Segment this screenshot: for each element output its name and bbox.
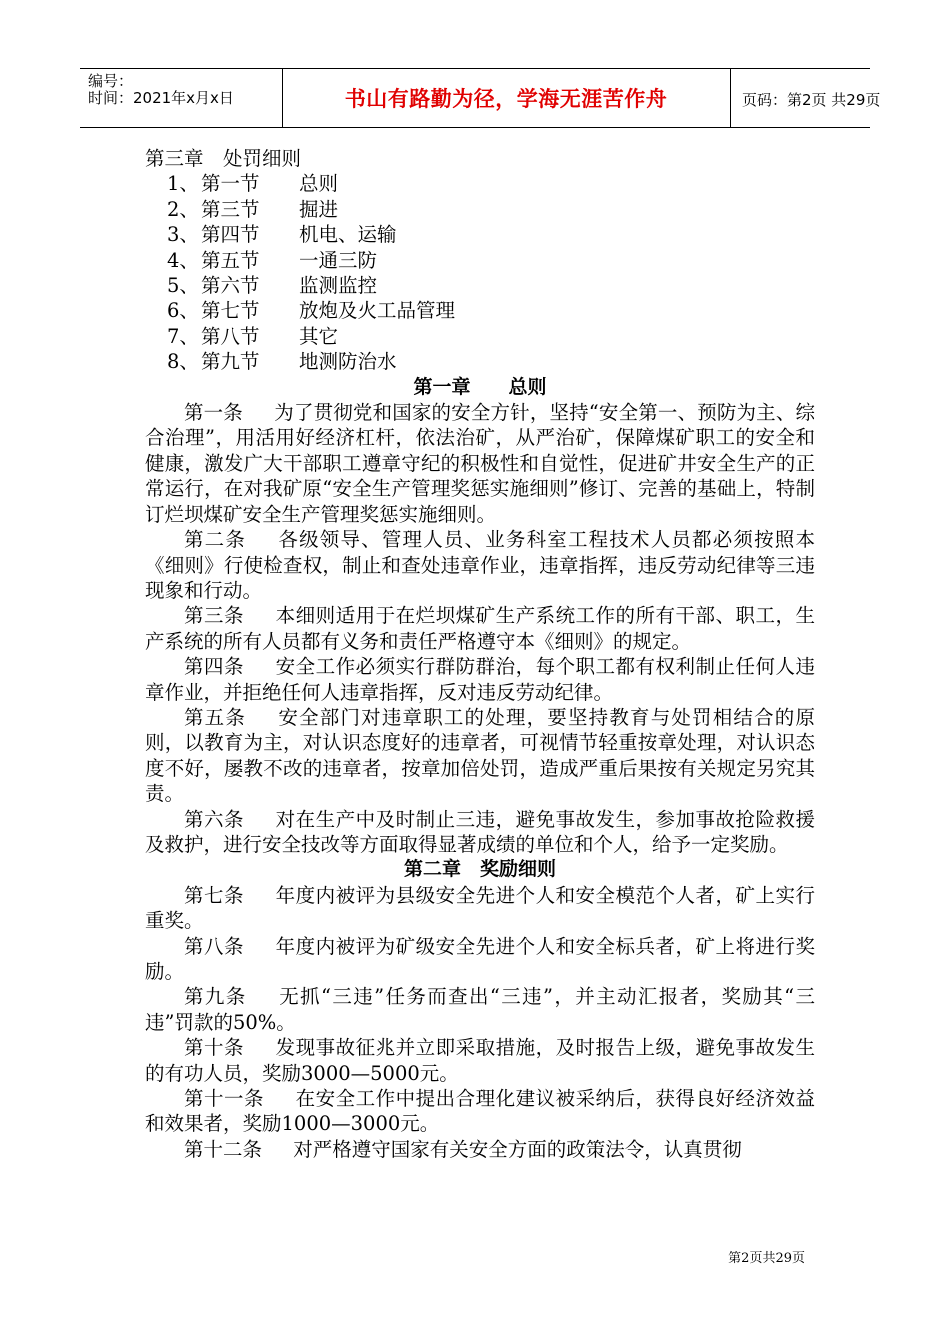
article-text: 对严格遵守国家有关安全方面的政策法令，认真贯彻	[293, 1137, 742, 1161]
toc-item	[145, 349, 815, 374]
page-header	[80, 68, 881, 128]
article	[145, 705, 815, 807]
article	[145, 984, 815, 1035]
toc-list	[145, 171, 815, 374]
toc-num: 3、	[167, 223, 199, 247]
article-text: 在安全工作中提出合理化建议被采纳后，获得良好经济效益和效果者，奖励1000—3000元。	[145, 1087, 815, 1136]
article-text: 无抓“三违”任务而查出“三违”，并主动汇报者，奖励其“三违”罚款的50%。	[145, 985, 815, 1034]
article	[145, 1086, 815, 1137]
article-label: 第八条	[184, 934, 244, 958]
article	[145, 527, 815, 603]
toc-section: 第七节	[201, 299, 260, 323]
toc-num: 4、	[167, 248, 199, 272]
toc-section: 第四节	[201, 223, 260, 247]
toc-chapter: 第三章 处罚细则	[145, 147, 302, 170]
article-label: 第十一条	[184, 1087, 264, 1111]
number-label: 编号：	[88, 72, 134, 90]
article	[145, 883, 815, 934]
toc-section: 第八节	[201, 324, 260, 348]
header-meta-cell	[80, 69, 283, 127]
toc-item	[145, 273, 815, 298]
toc-item	[145, 222, 815, 247]
article-label: 第十条	[184, 1036, 244, 1060]
article-text: 为了贯彻党和国家的安全方针，坚持“安全第一、预防为主、综合治理”，用活用好经济杠杆，依法治矿，从严治矿，保障煤矿职工的安全和健康，激发广大干部职工遵章守纪的积极性和自觉性，促进矿井安全生产的正常运行，在对我矿原“安全生产管理奖惩实施细则”修订、完善的基础上，特制订烂坝煤矿安全生产管理奖惩实施细则。	[145, 401, 815, 526]
page-label: 页码：第2页 共29页	[742, 91, 881, 109]
article-label: 第三条	[184, 604, 244, 628]
toc-item	[145, 324, 815, 349]
chapter-1-heading: 第一章 总则	[413, 375, 547, 398]
article	[145, 1035, 815, 1086]
article-label: 第十二条	[184, 1137, 263, 1161]
chapter-2-heading: 第二章 奖励细则	[403, 858, 556, 881]
document-body	[145, 146, 815, 1162]
article	[145, 400, 815, 527]
article-text: 发现事故征兆并立即采取措施，及时报告上级，避免事故发生的有功人员，奖励3000—5000元。	[145, 1036, 815, 1085]
article	[145, 1137, 815, 1162]
toc-title: 监测监控	[299, 274, 378, 298]
toc-num: 8、	[167, 350, 199, 374]
article-label: 第四条	[184, 655, 244, 679]
toc-title: 一通三防	[299, 248, 378, 272]
toc-num: 6、	[167, 299, 199, 323]
toc-title: 其它	[299, 324, 339, 348]
toc-title: 掘进	[299, 197, 339, 221]
article-text: 安全工作必须实行群防群治，每个职工都有权利制止任何人违章作业，并拒绝任何人违章指挥，反对违反劳动纪律。	[145, 655, 815, 704]
toc-num: 7、	[167, 324, 199, 348]
toc-item	[145, 298, 815, 323]
article	[145, 603, 815, 654]
article-label: 第七条	[184, 883, 244, 907]
page-footer: 第2页共29页	[728, 1251, 805, 1266]
toc-title: 放炮及火工品管理	[299, 299, 456, 323]
toc-num: 1、	[167, 172, 199, 196]
article-text: 本细则适用于在烂坝煤矿生产系统工作的所有干部、职工，生产系统的所有人员都有义务和责任严格遵守本《细则》的规定。	[145, 604, 815, 653]
toc-section: 第五节	[201, 248, 260, 272]
article-label: 第九条	[184, 985, 247, 1009]
article-label: 第五条	[184, 705, 247, 729]
header-motto-cell	[282, 69, 731, 127]
article-text: 年度内被评为县级安全先进个人和安全模范个人者，矿上实行重奖。	[145, 883, 815, 933]
article	[145, 934, 815, 985]
toc-section: 第一节	[201, 172, 260, 196]
time-label: 时间：2021年x月x日	[88, 89, 234, 107]
article-label: 第一条	[184, 401, 243, 425]
motto: 书山有路勤为径，学海无涯苦作舟	[344, 87, 668, 111]
toc-num: 5、	[167, 274, 199, 298]
article-text: 各级领导、管理人员、业务科室工程技术人员都必须按照本《细则》行使检查权，制止和查处违章作业，违章指挥，违反劳动纪律等三违现象和行动。	[145, 528, 815, 602]
toc-section: 第六节	[201, 274, 260, 298]
toc-section: 第九节	[201, 350, 260, 374]
article-text: 安全部门对违章职工的处理，要坚持教育与处罚相结合的原则，以教育为主，对认识态度好的违章者，可视情节轻重按章处理，对认识态度不好，屡教不改的违章者，按章加倍处罚，造成严重后果按有关规定另究其责。	[145, 705, 815, 806]
article	[145, 807, 815, 858]
article	[145, 654, 815, 705]
toc-title: 地测防治水	[299, 350, 397, 374]
article-label: 第二条	[184, 528, 247, 552]
toc-item	[145, 197, 815, 222]
header-page-cell	[730, 69, 881, 127]
toc-title: 机电、运输	[299, 223, 397, 247]
toc-title: 总则	[299, 172, 339, 196]
article-text: 年度内被评为矿级安全先进个人和安全标兵者，矿上将进行奖励。	[145, 934, 815, 983]
article-text: 对在生产中及时制止三违，避免事故发生，参加事故抢险救援及救护，进行安全技改等方面取得显著成绩的单位和个人，给予一定奖励。	[145, 807, 815, 856]
toc-num: 2、	[167, 197, 199, 221]
toc-item	[145, 171, 815, 196]
article-label: 第六条	[184, 807, 244, 831]
toc-section: 第三节	[201, 197, 260, 221]
toc-item	[145, 248, 815, 273]
